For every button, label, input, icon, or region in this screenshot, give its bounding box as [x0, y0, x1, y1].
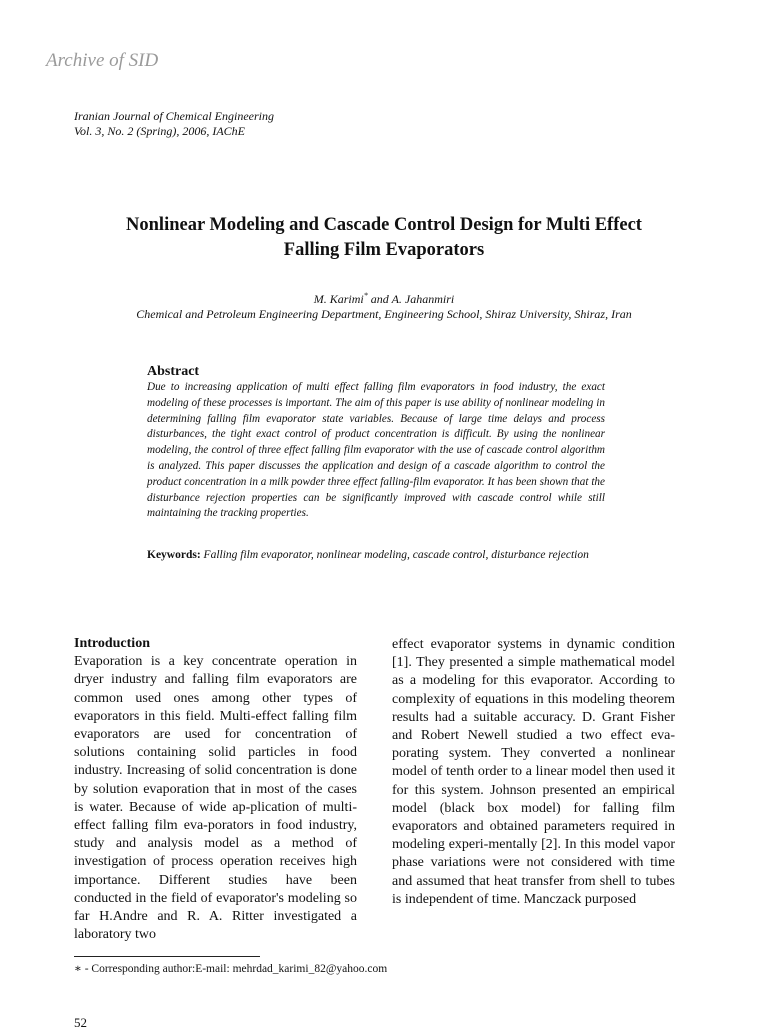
page-number: 52: [74, 1015, 87, 1030]
journal-name: Iranian Journal of Chemical Engineering: [74, 109, 274, 123]
keywords-text: Falling film evaporator, nonlinear modeling, cascade control, disturbance rejection: [200, 549, 589, 561]
paper-title: [0, 213, 768, 263]
keywords-label: Keywords:: [147, 549, 201, 561]
introduction-right-text: effect evaporator systems in dynamic condition [1]. They presented a simple mathematical model as a modeling for this evaporator. According to complexity of equations in this modeling theorem results had a suitable accuracy. D. Grant Fisher and Robert Newell studied a two effect eva-porating system. They converted a nonlinear model of tenth order to a linear model then used it for this system. Johnson presented an empirical model (black box model) for falling film evaporators and obtained parameters required in modeling experi-mentally [2]. In this model vapor phase variations were not considered with time and assumed that heat transfer from shell to tubes is independent of time. Manczack purposed: [392, 637, 675, 907]
abstract-heading: Abstract: [147, 364, 200, 379]
abstract-section: [147, 363, 605, 522]
journal-info: [74, 109, 274, 139]
footnote: ∗ - Corresponding author:E-mail: mehrdad_karimi_82@yahoo.com: [74, 963, 388, 975]
affiliation: Chemical and Petroleum Engineering Department, Engineering School, Shiraz University, Shiraz, Iran: [136, 307, 632, 321]
introduction-left-text: Evaporation is a key concentrate operation in dryer industry and falling film evaporators are common used ones among other types of evaporators in this field. Multi-effect falling film evaporators are used for concentration of solutions containing solid particles in food industry. Increasing of solid concentration is done by solution evaporation that in most of the cases is water. Because of wide ap-plication of multi-effect falling film eva-porators in food industry, study and analysis model as a method of investigation of process operation receives high importance. Different studies have been conducted in the field of evaporator's modeling so far H.Andre and R. A. Ritter investigated a laboratory two: [74, 654, 357, 943]
author-2: and A. Jahanmiri: [367, 292, 455, 306]
author-names: [0, 288, 768, 307]
watermark: Archive of SID: [46, 50, 159, 71]
column-left: [74, 635, 357, 944]
journal-volume: Vol. 3, No. 2 (Spring), 2006, IAChE: [74, 124, 245, 138]
corresponding-mark: *: [363, 291, 368, 300]
keywords-section: [147, 547, 605, 563]
introduction-heading: Introduction: [74, 636, 150, 651]
title-line-2: Falling Film Evaporators: [283, 240, 485, 260]
author-1: M. Karimi: [313, 292, 364, 306]
authors-block: [0, 288, 768, 322]
column-right: [392, 636, 675, 909]
footnote-divider: [74, 956, 260, 957]
abstract-text: Due to increasing application of multi effect falling film evaporators in food industry, the exact modeling of these processes is important. The aim of this paper is use ability of nonlinear modeling in determining falling film evaporator state variables. Because of large time delays and process disturbances, the tight exact control of product concentration is difficult. By using the nonlinear modeling, the control of three effect falling film evaporator with the use of cascade control algorithm is analyzed. This paper discusses the application and design of a cascade algorithm to control the product concentration in a milk powder three effect falling-film evaporator. It has been shown that the disturbance rejection properties can be significantly improved with cascade control while still maintaining the tracking properties.: [147, 381, 605, 520]
title-line-1: Nonlinear Modeling and Cascade Control Design for Multi Effect: [126, 215, 642, 235]
